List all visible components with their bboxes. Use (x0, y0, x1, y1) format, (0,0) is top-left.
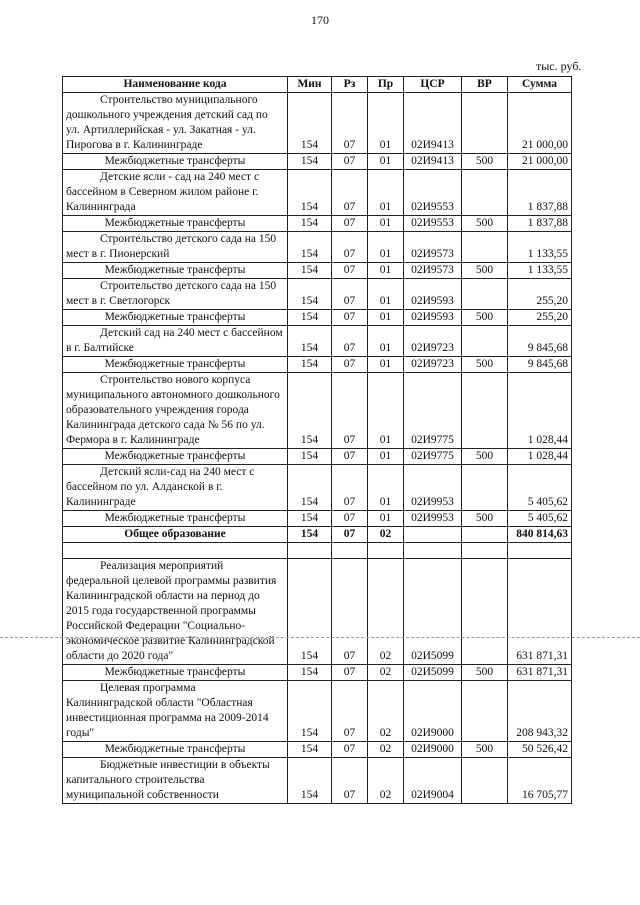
cell-csr: 02И9775 (404, 373, 462, 449)
cell-pr: 01 (368, 511, 404, 527)
cell-name (63, 93, 288, 154)
cell-name (63, 216, 288, 232)
cell-sum: 1 133,55 (508, 232, 572, 263)
cell-min: 154 (288, 758, 332, 804)
cell-vr: 500 (462, 154, 508, 170)
cell-rz: 07 (332, 154, 368, 170)
cell-name (63, 665, 288, 681)
cell-sum: 840 814,63 (508, 527, 572, 543)
cell-name (63, 154, 288, 170)
cell-vr (462, 758, 508, 804)
table-row (63, 93, 572, 154)
cell-min: 154 (288, 559, 332, 665)
cell-csr: 02И9573 (404, 263, 462, 279)
cell-vr (462, 373, 508, 449)
cell-sum: 50 526,42 (508, 742, 572, 758)
cell-pr: 01 (368, 465, 404, 511)
table-row (63, 449, 572, 465)
cell-csr: 02И9573 (404, 232, 462, 263)
cell-rz: 07 (332, 357, 368, 373)
cell-sum: 9 845,68 (508, 357, 572, 373)
cell-name (63, 263, 288, 279)
row-label: Строительство детского сада на 150 мест в г. Светлогорск (66, 280, 277, 307)
cell-min: 154 (288, 449, 332, 465)
units-label: тыс. руб. (536, 59, 582, 73)
cell-csr: 02И9723 (404, 326, 462, 357)
cell-vr: 500 (462, 742, 508, 758)
row-label: Межбюджетные трансферты (104, 311, 246, 323)
cell-name (63, 758, 288, 804)
table-row (63, 527, 572, 543)
cell-rz: 07 (332, 559, 368, 665)
cell-pr: 01 (368, 279, 404, 310)
row-label: Строительство детского сада на 150 мест в г. Пионерский (66, 233, 277, 260)
cell-sum: 255,20 (508, 310, 572, 326)
cell-name (63, 543, 288, 559)
cell-min: 154 (288, 665, 332, 681)
cell-pr: 02 (368, 559, 404, 665)
cell-name (63, 357, 288, 373)
cell-rz: 07 (332, 742, 368, 758)
row-label: Межбюджетные трансферты (104, 155, 246, 167)
cell-vr (462, 170, 508, 216)
cell-rz: 07 (332, 216, 368, 232)
cell-rz: 07 (332, 232, 368, 263)
row-label: Межбюджетные трансферты (104, 512, 246, 524)
cell-rz: 07 (332, 279, 368, 310)
cell-min: 154 (288, 527, 332, 543)
cell-sum: 21 000,00 (508, 154, 572, 170)
cell-pr: 01 (368, 170, 404, 216)
row-label: Целевая программа Калининградской области "Областная инвестиционная программа на 2009-2014 годы" (66, 682, 269, 739)
cell-vr (462, 326, 508, 357)
cell-name (63, 527, 288, 543)
row-label: Межбюджетные трансферты (104, 217, 246, 229)
cell-csr: 02И5099 (404, 559, 462, 665)
cell-rz: 07 (332, 758, 368, 804)
header-rz: Рз (332, 77, 368, 93)
cell-sum: 1 837,88 (508, 170, 572, 216)
row-label: Общее образование (124, 528, 226, 540)
cell-csr: 02И9953 (404, 511, 462, 527)
cell-vr: 500 (462, 665, 508, 681)
cell-sum: 16 705,77 (508, 758, 572, 804)
cell-csr: 02И9593 (404, 279, 462, 310)
table-row (63, 310, 572, 326)
cell-sum: 5 405,62 (508, 465, 572, 511)
cell-csr: 02И9775 (404, 449, 462, 465)
table-row (63, 170, 572, 216)
cell-sum: 1 028,44 (508, 373, 572, 449)
cell-csr: 02И9000 (404, 742, 462, 758)
cell-sum (508, 543, 572, 559)
cell-pr: 01 (368, 216, 404, 232)
table-row (63, 758, 572, 804)
cell-sum: 255,20 (508, 279, 572, 310)
cell-rz: 07 (332, 93, 368, 154)
cell-name (63, 326, 288, 357)
page-number: 170 (311, 13, 329, 27)
cell-pr: 01 (368, 263, 404, 279)
cell-sum: 1 133,55 (508, 263, 572, 279)
cell-min: 154 (288, 93, 332, 154)
cell-vr: 500 (462, 449, 508, 465)
row-label: Детские ясли - сад на 240 мест с бассейном в Северном жилом районе г. Калининграда (66, 171, 260, 213)
cell-name (63, 559, 288, 665)
cell-pr (368, 543, 404, 559)
cell-vr: 500 (462, 511, 508, 527)
cell-rz: 07 (332, 465, 368, 511)
cell-min: 154 (288, 326, 332, 357)
cell-name (63, 373, 288, 449)
row-label: Межбюджетные трансферты (104, 666, 246, 678)
cell-sum: 631 871,31 (508, 665, 572, 681)
cell-min: 154 (288, 742, 332, 758)
cell-vr (462, 93, 508, 154)
cell-rz: 07 (332, 373, 368, 449)
cell-min (288, 543, 332, 559)
cell-vr (462, 681, 508, 742)
cell-name (63, 279, 288, 310)
cell-min: 154 (288, 263, 332, 279)
cell-pr: 01 (368, 310, 404, 326)
cell-sum: 21 000,00 (508, 93, 572, 154)
cell-pr: 02 (368, 681, 404, 742)
cell-min: 154 (288, 216, 332, 232)
cell-pr: 01 (368, 154, 404, 170)
cell-pr: 01 (368, 326, 404, 357)
row-label: Межбюджетные трансферты (104, 264, 246, 276)
cell-sum: 1 028,44 (508, 449, 572, 465)
cell-min: 154 (288, 279, 332, 310)
cell-min: 154 (288, 357, 332, 373)
table-row (63, 263, 572, 279)
table-row (63, 559, 572, 665)
budget-table (62, 76, 572, 804)
cell-vr (462, 465, 508, 511)
cell-vr: 500 (462, 263, 508, 279)
header-sum: Сумма (508, 77, 572, 93)
cell-csr (404, 543, 462, 559)
row-label: Строительство нового корпуса муниципального автономного дошкольного образовательного учреждения города Калининграда детского сада № 56 по ул. Фермора в г. Калининграде (66, 374, 280, 446)
header-name: Наименование кода (63, 77, 288, 93)
row-label: Межбюджетные трансферты (104, 358, 246, 370)
cell-rz: 07 (332, 326, 368, 357)
row-label: Детский ясли-сад на 240 мест с бассейном по ул. Алданской в г. Калининграде (66, 466, 255, 508)
cell-csr: 02И9593 (404, 310, 462, 326)
row-label: Бюджетные инвестиции в объекты капитального строительства муниципальной собственности (66, 759, 270, 801)
scan-fold-line (0, 637, 640, 638)
cell-pr: 02 (368, 742, 404, 758)
row-label: Реализация мероприятий федеральной целевой программы развития Калининградской области на период до 2015 года государственной программы Российской Федерации "Социально-экономическое развитие Калининградской области до 2020 года" (66, 560, 277, 662)
cell-rz: 07 (332, 310, 368, 326)
cell-min: 154 (288, 681, 332, 742)
cell-rz: 07 (332, 527, 368, 543)
cell-name (63, 449, 288, 465)
cell-pr: 01 (368, 93, 404, 154)
cell-name (63, 232, 288, 263)
table-header-row (63, 77, 572, 93)
cell-pr: 02 (368, 665, 404, 681)
header-pr: Пр (368, 77, 404, 93)
cell-min: 154 (288, 170, 332, 216)
cell-vr (462, 543, 508, 559)
cell-name (63, 465, 288, 511)
cell-vr: 500 (462, 310, 508, 326)
cell-rz (332, 543, 368, 559)
cell-sum: 631 871,31 (508, 559, 572, 665)
table-row (63, 511, 572, 527)
cell-min: 154 (288, 465, 332, 511)
row-label: Детский сад на 240 мест с бассейном в г. Балтийске (66, 327, 283, 354)
cell-pr: 01 (368, 373, 404, 449)
header-min: Мин (288, 77, 332, 93)
table-row (63, 232, 572, 263)
cell-vr (462, 559, 508, 665)
cell-csr: 02И9004 (404, 758, 462, 804)
table-row (63, 154, 572, 170)
cell-vr (462, 279, 508, 310)
row-label: Межбюджетные трансферты (104, 743, 246, 755)
cell-rz: 07 (332, 170, 368, 216)
cell-name (63, 742, 288, 758)
row-label: Межбюджетные трансферты (104, 450, 246, 462)
cell-min: 154 (288, 232, 332, 263)
cell-csr: 02И9723 (404, 357, 462, 373)
cell-pr: 02 (368, 758, 404, 804)
table-row (63, 373, 572, 449)
table-row (63, 279, 572, 310)
cell-name (63, 511, 288, 527)
cell-sum: 5 405,62 (508, 511, 572, 527)
table-body (63, 93, 572, 804)
table-row (63, 465, 572, 511)
cell-vr (462, 527, 508, 543)
cell-vr: 500 (462, 357, 508, 373)
table-row (63, 543, 572, 559)
cell-name (63, 310, 288, 326)
cell-pr: 01 (368, 449, 404, 465)
cell-name (63, 681, 288, 742)
cell-csr: 02И9413 (404, 93, 462, 154)
cell-rz: 07 (332, 263, 368, 279)
cell-csr: 02И9553 (404, 216, 462, 232)
cell-rz: 07 (332, 665, 368, 681)
cell-name (63, 170, 288, 216)
cell-sum: 1 837,88 (508, 216, 572, 232)
header-csr: ЦСР (404, 77, 462, 93)
cell-min: 154 (288, 154, 332, 170)
cell-min: 154 (288, 310, 332, 326)
cell-csr: 02И9953 (404, 465, 462, 511)
cell-csr: 02И9413 (404, 154, 462, 170)
cell-pr: 02 (368, 527, 404, 543)
cell-rz: 07 (332, 449, 368, 465)
row-label: Строительство муниципального дошкольного учреждения детский сад по ул. Артиллерийская - ул. Закатная - ул. Пирогова в г. Калининграде (66, 94, 268, 151)
table-row (63, 216, 572, 232)
cell-sum: 9 845,68 (508, 326, 572, 357)
cell-vr (462, 232, 508, 263)
table-row (63, 665, 572, 681)
cell-csr: 02И5099 (404, 665, 462, 681)
cell-min: 154 (288, 511, 332, 527)
table-row (63, 681, 572, 742)
cell-vr: 500 (462, 216, 508, 232)
cell-rz: 07 (332, 511, 368, 527)
cell-csr (404, 527, 462, 543)
cell-pr: 01 (368, 232, 404, 263)
cell-rz: 07 (332, 681, 368, 742)
table-row (63, 357, 572, 373)
cell-csr: 02И9553 (404, 170, 462, 216)
table-row (63, 326, 572, 357)
cell-min: 154 (288, 373, 332, 449)
cell-sum: 208 943,32 (508, 681, 572, 742)
cell-pr: 01 (368, 357, 404, 373)
header-vr: ВР (462, 77, 508, 93)
table-row (63, 742, 572, 758)
cell-csr: 02И9000 (404, 681, 462, 742)
